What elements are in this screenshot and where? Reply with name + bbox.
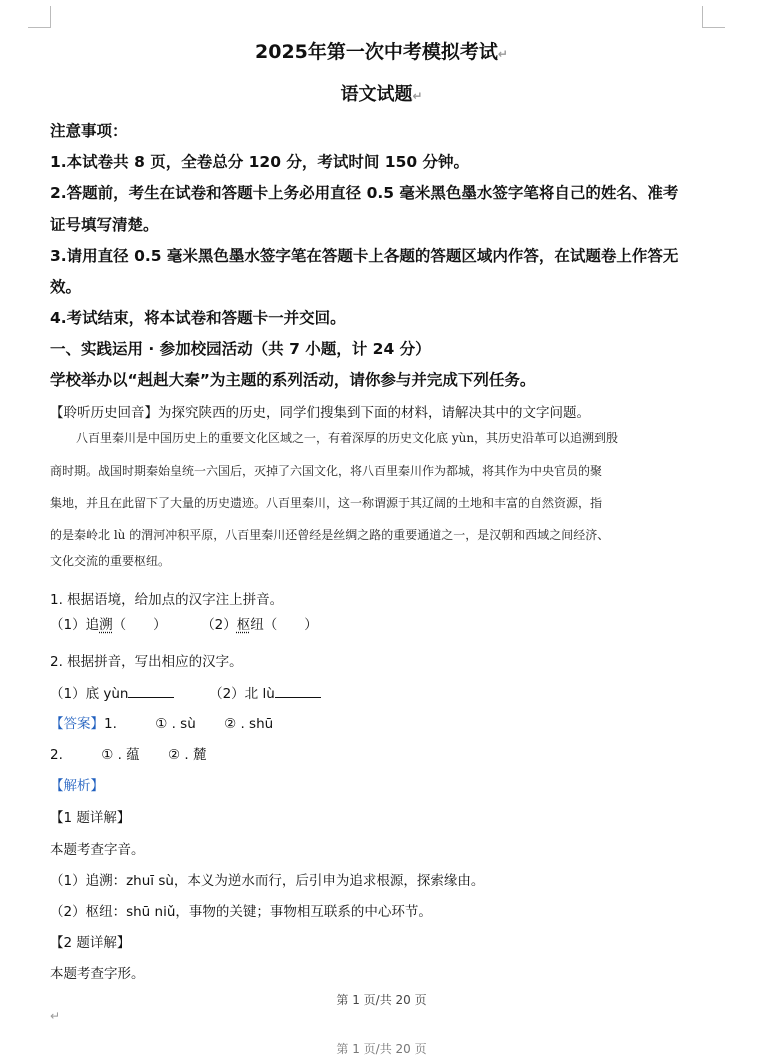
page-number: 第 1 页/共 20 页 — [336, 993, 427, 1007]
page-footer-shadow — [0, 1040, 763, 1057]
passage-text: 八百里秦川是中国历史上的重要文化区域之一，有着深厚的历史文化底 yùn，其历史沿革可以追溯到殷 — [76, 431, 619, 445]
passage-text: 文化交流的重要枢纽。 — [50, 554, 171, 568]
exam-title — [0, 37, 763, 64]
detail-2-heading-text: 【2 题详解】 — [50, 935, 131, 951]
passage-line-3 — [50, 494, 602, 511]
notice-item-2-cont — [50, 213, 159, 235]
q1-prompt-text: 1. 根据语境，给加点的汉字注上拼音。 — [50, 592, 284, 608]
q1-item1-text: （1）追 — [50, 617, 100, 633]
detail-2-intro-text: 本题考查字形。 — [50, 966, 145, 982]
q2-prompt — [50, 650, 243, 670]
page-footer — [0, 991, 763, 1008]
detail-1-heading — [50, 806, 130, 826]
answer-2-2: ② . 麓 — [167, 747, 207, 763]
q1-item2-text: （2） — [201, 617, 237, 633]
passage-line-1 — [76, 429, 618, 446]
detail-1-item-2-text: （2）枢纽：shū niǔ，事物的关键；事物相互联系的中心环节。 — [50, 904, 432, 920]
section-heading-text: 一、实践运用 · 参加校园活动（共 7 小题，计 24 分） — [50, 340, 431, 358]
detail-2-intro — [50, 962, 145, 982]
notice-item-3-cont — [50, 275, 81, 297]
answer-number: 2. — [50, 747, 63, 763]
answer-label: 【答案】 — [50, 716, 104, 732]
q2-item2-blank — [275, 685, 321, 698]
exam-subtitle-text: 语文试题 — [340, 84, 413, 105]
paragraph-mark: ↵ — [412, 89, 423, 103]
passage-line-4 — [50, 526, 609, 543]
notice-heading-text: 注意事项： — [50, 122, 128, 140]
answer-1-1: ① . sù — [155, 716, 196, 732]
answer-1-2: ② . shū — [224, 716, 274, 732]
answer-number: 1. — [104, 716, 117, 732]
exam-title-text: 2025年第一次中考模拟考试 — [255, 41, 498, 63]
passage-text: 的是秦岭北 lù 的渭河冲积平原，八百里秦川还曾经是丝绸之路的重要通道之一，是汉朝和西域之间经济、 — [50, 528, 610, 542]
notice-item-text: 3.请用直径 0.5 毫米黑色墨水签字笔在答题卡上各题的答题区域内作答，在试题卷上作答无 — [50, 247, 679, 265]
notice-item-text: 4.考试结束，将本试卷和答题卡一并交回。 — [50, 309, 346, 327]
section-heading — [50, 337, 431, 359]
q1-item1-answer-blank: （ ） — [112, 617, 167, 633]
q2-items — [50, 682, 321, 702]
answer-line-1 — [50, 712, 273, 732]
passage-text: 商时期。战国时期秦始皇统一六国后，灭掉了六国文化，将八百里秦川作为都城，将其作为中央官员的聚 — [50, 464, 603, 478]
q2-item1-text: （1）底 yùn — [50, 686, 129, 702]
detail-2-heading — [50, 931, 130, 951]
q2-prompt-text: 2. 根据拼音，写出相应的汉字。 — [50, 654, 243, 670]
detail-1-item-1-text: （1）追溯：zhuī sù，本义为逆水而行，后引申为追求根源，探索缘由。 — [50, 873, 485, 889]
notice-item-text: 证号填写清楚。 — [50, 216, 159, 234]
crop-mark-top-left-v — [50, 6, 51, 28]
crop-mark-top-left-h — [28, 27, 50, 28]
notice-heading — [50, 119, 128, 141]
q1-items — [50, 613, 318, 633]
section-intro-text: 学校举办以“赳赳大秦”为主题的系列活动，请你参与并完成下列任务。 — [50, 371, 536, 389]
detail-1-item-2 — [50, 900, 432, 920]
detail-1-heading-text: 【1 题详解】 — [50, 810, 131, 826]
paragraph-mark: ↵ — [497, 47, 508, 61]
q2-item2-text: （2）北 lù — [209, 686, 275, 702]
q1-item2-dotted-char: 枢 — [236, 617, 251, 633]
passage-line-2 — [50, 462, 602, 479]
analysis-label-text: 【解析】 — [50, 778, 104, 794]
exam-subtitle — [0, 80, 763, 106]
passage-line-5 — [50, 552, 170, 569]
notice-item-text: 1.本试卷共 8 页，全卷总分 120 分，考试时间 150 分钟。 — [50, 153, 470, 171]
analysis-label — [50, 774, 104, 794]
q1-item1-dotted-char: 溯 — [99, 617, 113, 633]
detail-1-intro — [50, 838, 145, 858]
answer-line-2 — [50, 743, 206, 763]
page-number-shadow: 第 1 页/共 20 页 — [336, 1042, 427, 1056]
crop-mark-top-right-h — [703, 27, 725, 28]
q1-item2-tail: 纽 — [250, 617, 264, 633]
task-text: 【聆听历史回音】为探究陕西的历史，同学们搜集到下面的材料，请解决其中的文字问题。 — [50, 405, 590, 421]
passage-text: 集地，并且在此留下了大量的历史遗迹。八百里秦川，这一称谓源于其辽阔的土地和丰富的自然资源，指 — [50, 496, 603, 510]
notice-item-3 — [50, 244, 678, 266]
paragraph-mark: ↵ — [50, 1009, 61, 1023]
detail-1-intro-text: 本题考查字音。 — [50, 842, 145, 858]
notice-item-1 — [50, 150, 469, 172]
q1-item2-answer-blank: （ ） — [263, 617, 318, 633]
q1-prompt — [50, 588, 283, 608]
notice-item-text: 效。 — [50, 278, 82, 296]
notice-item-text: 2.答题前，考生在试卷和答题卡上务必用直径 0.5 毫米黑色墨水签字笔将自己的姓名、准考 — [50, 184, 679, 202]
crop-mark-top-right-v — [702, 6, 703, 28]
answer-2-1: ① . 蕴 — [101, 747, 140, 763]
detail-1-item-1 — [50, 869, 484, 889]
q2-item1-blank — [128, 685, 174, 698]
task-line — [50, 401, 590, 421]
section-intro — [50, 368, 535, 390]
notice-item-2 — [50, 181, 678, 203]
notice-item-4 — [50, 306, 346, 328]
